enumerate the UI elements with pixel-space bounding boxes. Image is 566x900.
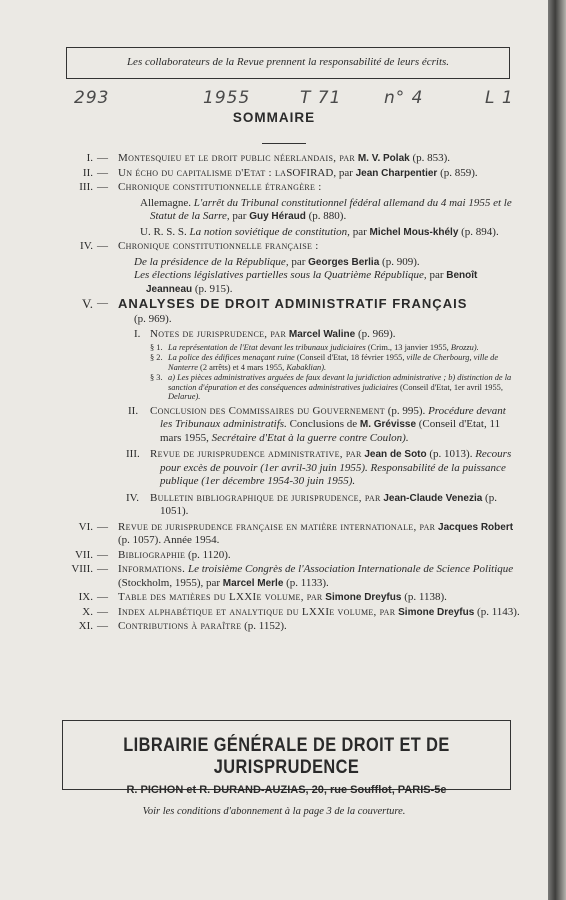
paragraph-title: a) Les pièces administratives arguées de faux devant la juridiction administrative ; b) distinction de la sanction d'épuration et des conséquences administratives judiciaires bbox=[168, 373, 512, 392]
entry-dash: — bbox=[97, 152, 108, 164]
entry-number: VII. bbox=[74, 548, 93, 561]
entry-text: Bulletin bibliographique de jurisprudence, par bbox=[150, 491, 381, 504]
paragraph-case: Delarue). bbox=[168, 392, 201, 401]
entry-dash: — bbox=[97, 563, 108, 575]
handwritten-mark-2: 1955 bbox=[203, 88, 251, 108]
paragraph-case: Kabaklian). bbox=[286, 362, 327, 372]
paragraph-title: La représentation de l'Etat devant les tribunaux judiciaires bbox=[168, 342, 366, 352]
toc-entry-xi bbox=[60, 620, 520, 634]
entry-text: par bbox=[291, 255, 306, 268]
entry-page: (p. 909). bbox=[382, 255, 420, 268]
entry-heading: Chronique constitutionnelle française : bbox=[118, 240, 319, 252]
article-title: Procédure devant les Tribunaux administratifs. bbox=[160, 404, 506, 430]
entry-number: IV. bbox=[80, 240, 93, 252]
entry-number: VI. bbox=[78, 520, 93, 533]
entry-number: X. bbox=[82, 605, 93, 618]
article-title: L'arrêt du Tribunal constitutionnel fédéral allemand du 4 mai 1955 et le Statut de la Sarre, bbox=[150, 196, 512, 222]
paragraph-number: § 2. bbox=[150, 353, 163, 362]
entry-dash: — bbox=[97, 520, 108, 533]
entry-author: Marcel Waline bbox=[288, 329, 356, 340]
entry-page: (p. 894). bbox=[461, 225, 499, 238]
entry-author: Michel Mous-khély bbox=[369, 226, 459, 238]
v-sub-i bbox=[134, 328, 520, 342]
entry-author: Marcel Merle bbox=[222, 577, 284, 589]
entry-author: Benoît Jeanneau bbox=[146, 270, 478, 295]
entry-text: Table des matières du LXXIe volume, par bbox=[118, 591, 323, 603]
publisher-address: R. PICHON et R. DURAND-AUZIAS, 20, rue Soufflot, PARIS-5e bbox=[126, 784, 447, 796]
article-title: Le troisième Congrès de l'Association Internationale de Science Politique bbox=[187, 563, 514, 575]
article-title: La notion soviétique de constitution, bbox=[189, 225, 350, 238]
entry-author: Simone Dreyfus bbox=[398, 606, 475, 618]
publisher-box bbox=[62, 720, 511, 796]
toc-entry-v bbox=[60, 297, 520, 519]
entry-heading: ANALYSES DE DROIT ADMINISTRATIF FRANÇAIS bbox=[118, 296, 468, 311]
toc-entry-iv bbox=[60, 240, 520, 296]
page-binding-edge bbox=[548, 0, 566, 900]
entry-number: II. bbox=[82, 166, 93, 179]
handwritten-mark-1: 293 bbox=[74, 88, 110, 108]
entry-page: (p. 1120). bbox=[187, 548, 231, 561]
handwritten-mark-4: n° 4 bbox=[384, 88, 424, 108]
entry-text: Revue de jurisprudence administrative, par bbox=[150, 448, 362, 460]
title-divider bbox=[262, 143, 306, 144]
toc-entry-iii bbox=[60, 181, 520, 239]
toc-entry-vii bbox=[60, 549, 520, 563]
entry-text: Contributions à paraître bbox=[118, 620, 242, 632]
entry-author: Simone Dreyfus bbox=[325, 592, 402, 603]
entry-number: VIII. bbox=[71, 563, 93, 575]
article-title: Les élections législatives partielles sous la Quatrième République, bbox=[134, 269, 427, 281]
entry-dash: — bbox=[97, 605, 108, 618]
paragraph-text: (Conseil d'Etat, 1er avril 1955, bbox=[400, 382, 503, 392]
entry-page: (p. 1143). bbox=[477, 605, 520, 618]
entry-page: (p. 880). bbox=[308, 210, 347, 222]
handwritten-mark-3: T 71 bbox=[300, 88, 342, 108]
paragraph-case: Brozzu). bbox=[450, 342, 479, 352]
entry-text: Revue de jurisprudence française en matière internationale, par bbox=[118, 520, 436, 533]
v-sub-iv bbox=[126, 491, 520, 519]
handwritten-mark-5: L 1 bbox=[485, 88, 514, 108]
subscription-note: Voir les conditions d'abonnement à la page 3 de la couverture. bbox=[142, 806, 406, 817]
entry-page: (p. 1152). bbox=[244, 620, 287, 632]
toc-entry-x bbox=[60, 606, 520, 620]
entry-author: M. V. Polak bbox=[357, 153, 410, 164]
toc-entry-ix bbox=[60, 591, 520, 605]
entry-text: (Stockholm, 1955), par bbox=[118, 576, 221, 589]
article-title: De la présidence de la République, bbox=[134, 255, 289, 268]
paragraph-3 bbox=[150, 373, 520, 402]
article-country: Allemagne. bbox=[140, 196, 192, 209]
entry-page: (p. 1057). Année 1954. bbox=[118, 534, 220, 546]
entry-dash: — bbox=[97, 181, 108, 193]
entry-page: (p. 1013). bbox=[429, 448, 473, 460]
entry-number: V. bbox=[82, 296, 93, 311]
entry-author: Guy Héraud bbox=[249, 211, 306, 222]
entry-text: Index alphabétique et analytique du LXXIe volume, par bbox=[118, 605, 396, 618]
v-sub-ii bbox=[128, 404, 520, 446]
article-title: Recours pour excès de pouvoir (1er avril-30 juin 1955). Responsabilité de la puissance publique (1er décembre 1954-30 juin 1955). bbox=[160, 448, 512, 487]
entry-dash: — bbox=[97, 591, 108, 603]
paragraph-1 bbox=[150, 342, 520, 353]
paragraph-title: La police des édifices menaçant ruine bbox=[168, 353, 295, 362]
v-sub-iii bbox=[126, 448, 520, 489]
toc-entry-vi bbox=[60, 521, 520, 548]
entry-text: Un écho du capitalisme d'Etat : la bbox=[118, 166, 287, 179]
entry-page: (p. 859). bbox=[440, 166, 478, 179]
sub-number: IV. bbox=[126, 491, 139, 504]
entry-number: XI. bbox=[78, 620, 93, 632]
entry-dash: — bbox=[97, 297, 108, 309]
entry-heading: Chronique constitutionnelle étrangère : bbox=[118, 181, 322, 193]
responsibility-notice: Les collaborateurs de la Revue prennent la responsabilité de leurs écrits. bbox=[66, 47, 510, 79]
entry-subject: SOFIRAD bbox=[286, 166, 334, 179]
paragraph-2 bbox=[150, 353, 520, 372]
paragraph-case: ville de Cherbourg, ville de Nanterre bbox=[168, 353, 499, 372]
toc-entry-i bbox=[60, 152, 520, 166]
entry-number: III. bbox=[79, 181, 93, 193]
entry-text: Conclusions de bbox=[289, 418, 358, 430]
paragraph-number: § 3. bbox=[150, 373, 163, 382]
entry-text: Notes de jurisprudence, par bbox=[150, 328, 287, 340]
toc-entry-viii bbox=[60, 563, 520, 590]
entry-page: (p. 1138). bbox=[404, 591, 447, 603]
entry-author: M. Grévisse bbox=[359, 419, 417, 430]
toc-entry-ii bbox=[60, 167, 520, 181]
article-country: U. R. S. S. bbox=[140, 225, 187, 238]
paragraph-text: (Conseil d'Etat, 18 février 1955, bbox=[296, 353, 405, 362]
entry-text: Informations. bbox=[118, 563, 186, 575]
sub-number: I. bbox=[134, 328, 141, 340]
entry-dash: — bbox=[97, 166, 108, 179]
page-title: SOMMAIRE bbox=[232, 110, 316, 125]
entry-text: , par bbox=[333, 166, 353, 179]
entry-text: par bbox=[429, 269, 444, 281]
table-of-contents bbox=[60, 152, 520, 635]
entry-page: (p. 853). bbox=[412, 152, 451, 164]
entry-text: par bbox=[352, 225, 367, 238]
entry-dash: — bbox=[97, 548, 108, 561]
entry-number: I. bbox=[86, 152, 93, 164]
entry-author: Jean de Soto bbox=[364, 449, 427, 460]
entry-dash: — bbox=[97, 620, 108, 632]
entry-text: Montesquieu et le droit public néerlandais, par bbox=[118, 152, 356, 164]
entry-author: Jean Charpentier bbox=[355, 167, 438, 179]
entry-number: IX. bbox=[78, 591, 93, 603]
entry-page: (p. 1133). bbox=[286, 576, 329, 589]
entry-text: Conclusion des Commissaires du Gouvernement bbox=[150, 404, 385, 417]
entry-page: (p. 995). bbox=[387, 404, 426, 417]
entry-author: Jacques Robert bbox=[438, 521, 514, 533]
publisher-title: LIBRAIRIE GÉNÉRALE DE DROIT ET DE JURISPRUDENCE bbox=[123, 735, 450, 778]
paragraph-number: § 1. bbox=[150, 342, 163, 352]
article-title: Secrétaire d'Etat à la guerre contre Coulon). bbox=[211, 431, 409, 444]
entry-author: Georges Berlia bbox=[308, 256, 380, 268]
paragraph-text: (Crim., 13 janvier 1955, bbox=[367, 342, 449, 352]
entry-page: (p. 1051). bbox=[160, 491, 497, 517]
entry-text: par bbox=[232, 210, 247, 222]
entry-page: (p. 969). bbox=[357, 328, 396, 340]
entry-author: Jean-Claude Venezia bbox=[383, 492, 483, 504]
entry-text: Bibliographie bbox=[118, 548, 186, 561]
entry-text: (Conseil d'Etat, 11 mars 1955, bbox=[160, 418, 501, 444]
entry-dash: — bbox=[97, 240, 108, 252]
entry-page: (p. 915). bbox=[194, 282, 233, 295]
paragraph-text: (2 arrêts) et 4 mars 1955, bbox=[200, 362, 285, 372]
entry-page: (p. 969). bbox=[134, 312, 172, 325]
sub-number: III. bbox=[126, 448, 140, 460]
